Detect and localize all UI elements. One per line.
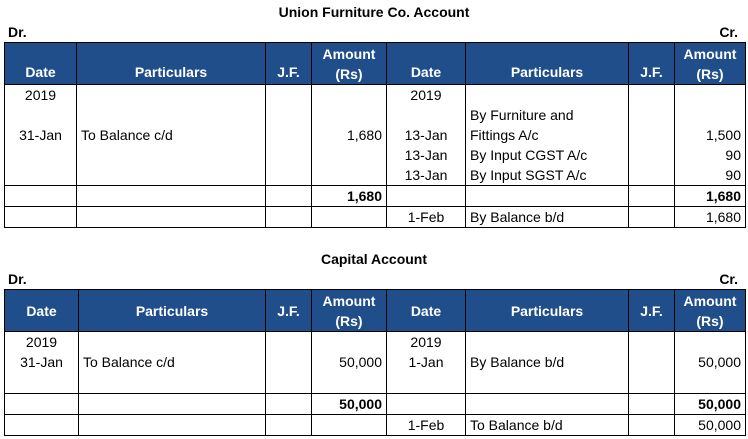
debit-date: 31-Jan <box>20 354 63 370</box>
header-particulars: Particulars <box>466 290 629 332</box>
debit-amount: 50,000 <box>339 354 382 370</box>
account1-body-row <box>5 85 746 186</box>
debit-particulars-cell <box>79 332 266 394</box>
credit-particulars: By Balance b/d <box>470 354 565 370</box>
header-amount-line2: (Rs) <box>696 65 724 82</box>
credit-particulars: By Furniture and <box>470 107 574 123</box>
credit-amount: 90 <box>725 167 741 183</box>
account2-header-row <box>5 290 746 332</box>
header-amount <box>675 290 746 332</box>
header-amount-line2: (Rs) <box>696 312 724 329</box>
credit-amount: 1,500 <box>705 127 741 143</box>
debit-jf-cell <box>266 332 312 394</box>
debit-particulars: To Balance c/d <box>83 354 175 370</box>
credit-particulars-cell <box>466 85 629 186</box>
account1-cr-label: Cr. <box>719 24 738 40</box>
credit-date: 1-Jan <box>408 354 444 370</box>
account2-total-row <box>5 394 746 415</box>
credit-amount-cell <box>675 332 746 394</box>
header-amount-line1: Amount <box>322 292 376 309</box>
credit-total: 1,680 <box>675 186 746 207</box>
balance-particulars: By Balance b/d <box>466 207 629 228</box>
header-amount-line2: (Rs) <box>335 312 363 329</box>
account2-ledger-table <box>4 289 746 436</box>
header-date: Date <box>5 290 79 332</box>
debit-year: 2019 <box>25 334 58 350</box>
account2-cr-label: Cr. <box>719 271 738 287</box>
header-jf: J.F. <box>266 43 312 85</box>
credit-date <box>391 105 461 125</box>
header-particulars: Particulars <box>466 43 629 85</box>
header-amount <box>675 43 746 85</box>
credit-year: 2019 <box>410 87 442 103</box>
header-jf: J.F. <box>629 290 675 332</box>
debit-jf-cell <box>266 85 312 186</box>
debit-total: 1,680 <box>312 186 387 207</box>
header-amount-line1: Amount <box>322 45 376 62</box>
credit-particulars: By Input CGST A/c <box>470 147 588 163</box>
credit-date-cell <box>387 85 466 186</box>
credit-jf-cell <box>629 332 675 394</box>
debit-particulars-cell <box>77 85 266 186</box>
header-jf: J.F. <box>629 43 675 85</box>
credit-total: 50,000 <box>675 394 746 415</box>
account2-dr-label: Dr. <box>8 271 27 287</box>
credit-particulars-cell <box>466 332 629 394</box>
account2-body-row <box>5 332 746 394</box>
account1-total-row <box>5 186 746 207</box>
header-jf: J.F. <box>266 290 312 332</box>
debit-amount: 1,680 <box>346 127 382 143</box>
header-amount-line1: Amount <box>683 45 737 62</box>
credit-year: 2019 <box>410 334 442 350</box>
header-amount-line1: Amount <box>683 292 737 309</box>
credit-date: 13-Jan <box>404 147 448 163</box>
header-amount <box>312 290 387 332</box>
debit-amount-cell <box>312 85 387 186</box>
credit-amount <box>679 105 741 125</box>
debit-amount-cell <box>312 332 387 394</box>
account1-title: Union Furniture Co. Account <box>278 4 470 20</box>
credit-date: 13-Jan <box>404 167 448 183</box>
header-amount <box>312 43 387 85</box>
credit-amount: 50,000 <box>698 354 741 370</box>
header-amount-line2: (Rs) <box>335 65 363 82</box>
debit-date-cell <box>5 85 77 186</box>
account1-balance-row <box>5 207 746 228</box>
credit-particulars: By Input SGST A/c <box>470 167 587 183</box>
credit-particulars: Fittings A/c <box>470 127 539 143</box>
credit-jf-cell <box>629 85 675 186</box>
header-date: Date <box>387 290 466 332</box>
balance-particulars: To Balance b/d <box>466 415 629 436</box>
header-date: Date <box>5 43 77 85</box>
debit-particulars: To Balance c/d <box>81 127 173 143</box>
balance-date: 1-Feb <box>387 207 466 228</box>
account1-header-row <box>5 43 746 85</box>
credit-date: 13-Jan <box>404 127 448 143</box>
debit-date-cell <box>5 332 79 394</box>
credit-amount: 90 <box>725 147 741 163</box>
header-particulars: Particulars <box>77 43 266 85</box>
balance-amount: 50,000 <box>675 415 746 436</box>
account1-dr-label: Dr. <box>8 24 27 40</box>
debit-year: 2019 <box>24 87 57 103</box>
account2-title: Capital Account <box>320 251 428 267</box>
header-particulars: Particulars <box>79 290 266 332</box>
header-date: Date <box>387 43 466 85</box>
credit-amount-cell <box>675 85 746 186</box>
credit-date-cell <box>387 332 466 394</box>
balance-date: 1-Feb <box>387 415 466 436</box>
debit-total: 50,000 <box>312 394 387 415</box>
account1-ledger-table <box>4 42 746 228</box>
debit-date: 31-Jan <box>19 127 62 143</box>
balance-amount: 1,680 <box>675 207 746 228</box>
account2-balance-row <box>5 415 746 436</box>
